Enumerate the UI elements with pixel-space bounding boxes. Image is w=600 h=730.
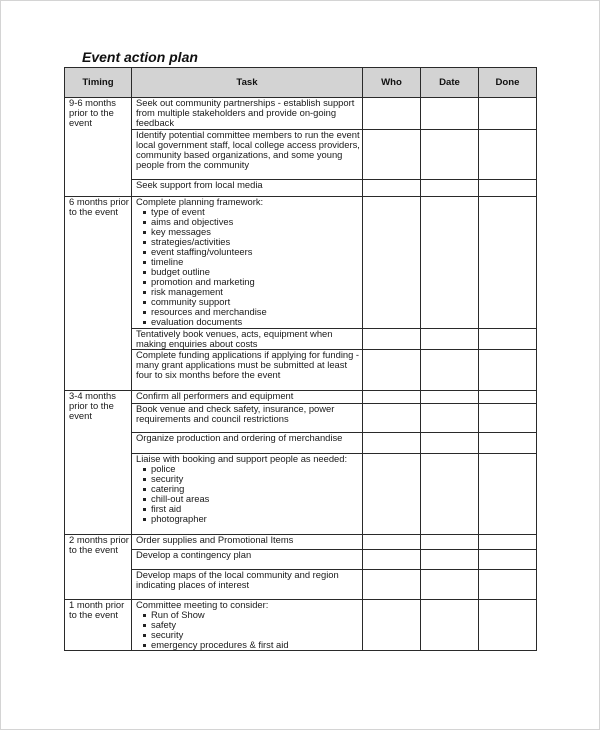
task-bullet-item: promotion and marketing (142, 277, 362, 287)
date-cell[interactable] (421, 329, 479, 350)
date-cell[interactable] (421, 404, 479, 433)
timing-cell: 3-4 months prior to the event (65, 391, 132, 535)
task-bullet-item: community support (142, 297, 362, 307)
date-cell[interactable] (421, 180, 479, 197)
table-row (65, 600, 537, 651)
task-text: Order supplies and Promotional Items (136, 534, 294, 545)
header-date: Date (421, 68, 479, 98)
done-cell[interactable] (479, 570, 537, 600)
who-cell[interactable] (363, 550, 421, 570)
task-text: Liaise with booking and support people as needed: (136, 453, 348, 464)
document-title: Event action plan (82, 49, 198, 65)
task-text: Develop maps of the local community and region indicating places of interest (136, 569, 339, 590)
date-cell[interactable] (421, 197, 479, 329)
task-bullet-list (136, 207, 362, 327)
header-task: Task (132, 68, 363, 98)
who-cell[interactable] (363, 404, 421, 433)
done-cell[interactable] (479, 180, 537, 197)
task-bullet-item: Run of Show (142, 610, 362, 620)
who-cell[interactable] (363, 98, 421, 130)
task-cell (132, 600, 363, 651)
task-bullet-item: risk management (142, 287, 362, 297)
task-cell (132, 197, 363, 329)
done-cell[interactable] (479, 550, 537, 570)
header-row (65, 68, 537, 98)
date-cell[interactable] (421, 98, 479, 130)
task-text: Develop a contingency plan (136, 549, 252, 560)
who-cell[interactable] (363, 570, 421, 600)
task-bullet-item: strategies/activities (142, 237, 362, 247)
done-cell[interactable] (479, 535, 537, 550)
header-timing: Timing (65, 68, 132, 98)
table-row (65, 433, 537, 454)
task-bullet-item: catering (142, 484, 362, 494)
task-bullet-item: budget outline (142, 267, 362, 277)
done-cell[interactable] (479, 391, 537, 404)
task-cell (132, 433, 363, 454)
date-cell[interactable] (421, 130, 479, 180)
done-cell[interactable] (479, 433, 537, 454)
table-row (65, 404, 537, 433)
task-text: Complete planning framework: (136, 196, 264, 207)
done-cell[interactable] (479, 350, 537, 391)
date-cell[interactable] (421, 570, 479, 600)
task-bullet-item: chill-out areas (142, 494, 362, 504)
who-cell[interactable] (363, 600, 421, 651)
who-cell[interactable] (363, 433, 421, 454)
done-cell[interactable] (479, 404, 537, 433)
who-cell[interactable] (363, 535, 421, 550)
task-text: Organize production and ordering of merchandise (136, 432, 343, 443)
task-bullet-item: emergency procedures & first aid (142, 640, 362, 650)
date-cell[interactable] (421, 391, 479, 404)
task-bullet-item: first aid (142, 504, 362, 514)
table-row (65, 197, 537, 329)
task-cell (132, 391, 363, 404)
task-bullet-item: type of event (142, 207, 362, 217)
timing-cell: 9-6 months prior to the event (65, 98, 132, 197)
task-cell (132, 550, 363, 570)
table-row (65, 391, 537, 404)
task-text: Complete funding applications if applying for funding - many grant applications must be submitted at least four to six months before the event (136, 349, 360, 380)
task-bullet-item: event staffing/volunteers (142, 247, 362, 257)
task-bullet-list (136, 610, 362, 650)
who-cell[interactable] (363, 197, 421, 329)
task-cell (132, 570, 363, 600)
task-bullet-item: photographer (142, 514, 362, 524)
done-cell[interactable] (479, 130, 537, 180)
timing-cell: 2 months prior to the event (65, 535, 132, 600)
task-cell (132, 329, 363, 350)
done-cell[interactable] (479, 98, 537, 130)
task-bullet-item: resources and merchandise (142, 307, 362, 317)
task-text: Book venue and check safety, insurance, power requirements and council restrictions (136, 403, 335, 424)
task-text: Seek support from local media (136, 179, 263, 190)
date-cell[interactable] (421, 350, 479, 391)
done-cell[interactable] (479, 454, 537, 535)
table-row (65, 98, 537, 130)
table-row (65, 570, 537, 600)
date-cell[interactable] (421, 535, 479, 550)
who-cell[interactable] (363, 391, 421, 404)
timing-cell: 6 months prior to the event (65, 197, 132, 391)
date-cell[interactable] (421, 550, 479, 570)
table-body (65, 98, 537, 651)
task-bullet-item: security (142, 474, 362, 484)
table-row (65, 535, 537, 550)
task-bullet-item: police (142, 464, 362, 474)
task-bullet-list (136, 464, 362, 524)
table-row (65, 350, 537, 391)
header-who: Who (363, 68, 421, 98)
task-cell (132, 535, 363, 550)
task-cell (132, 350, 363, 391)
task-text: Tentatively book venues, acts, equipment when making enquiries about costs (136, 328, 333, 349)
task-bullet-item: security (142, 630, 362, 640)
date-cell[interactable] (421, 600, 479, 651)
header-done: Done (479, 68, 537, 98)
date-cell[interactable] (421, 433, 479, 454)
task-text: Seek out community partnerships - establish support from multiple stakeholders and provide on-going feedback (136, 97, 355, 128)
task-cell (132, 98, 363, 130)
done-cell[interactable] (479, 197, 537, 329)
done-cell[interactable] (479, 329, 537, 350)
who-cell[interactable] (363, 329, 421, 350)
task-text: Identify potential committee members to run the event local government staff, local college access providers, community based organizations, and some young people from the community (136, 129, 360, 170)
table-row (65, 550, 537, 570)
task-cell (132, 454, 363, 535)
task-bullet-item: key messages (142, 227, 362, 237)
date-cell[interactable] (421, 454, 479, 535)
event-action-plan-table (64, 67, 537, 651)
task-cell (132, 180, 363, 197)
task-cell (132, 130, 363, 180)
task-cell (132, 404, 363, 433)
table-row (65, 130, 537, 180)
task-text: Committee meeting to consider: (136, 599, 269, 610)
who-cell[interactable] (363, 350, 421, 391)
task-bullet-item: aims and objectives (142, 217, 362, 227)
table-row (65, 454, 537, 535)
done-cell[interactable] (479, 600, 537, 651)
task-bullet-item: timeline (142, 257, 362, 267)
task-bullet-item: safety (142, 620, 362, 630)
table-row (65, 329, 537, 350)
table-row (65, 180, 537, 197)
who-cell[interactable] (363, 130, 421, 180)
who-cell[interactable] (363, 454, 421, 535)
task-text: Confirm all performers and equipment (136, 390, 294, 401)
task-bullet-item: evaluation documents (142, 317, 362, 327)
who-cell[interactable] (363, 180, 421, 197)
timing-cell: 1 month prior to the event (65, 600, 132, 651)
